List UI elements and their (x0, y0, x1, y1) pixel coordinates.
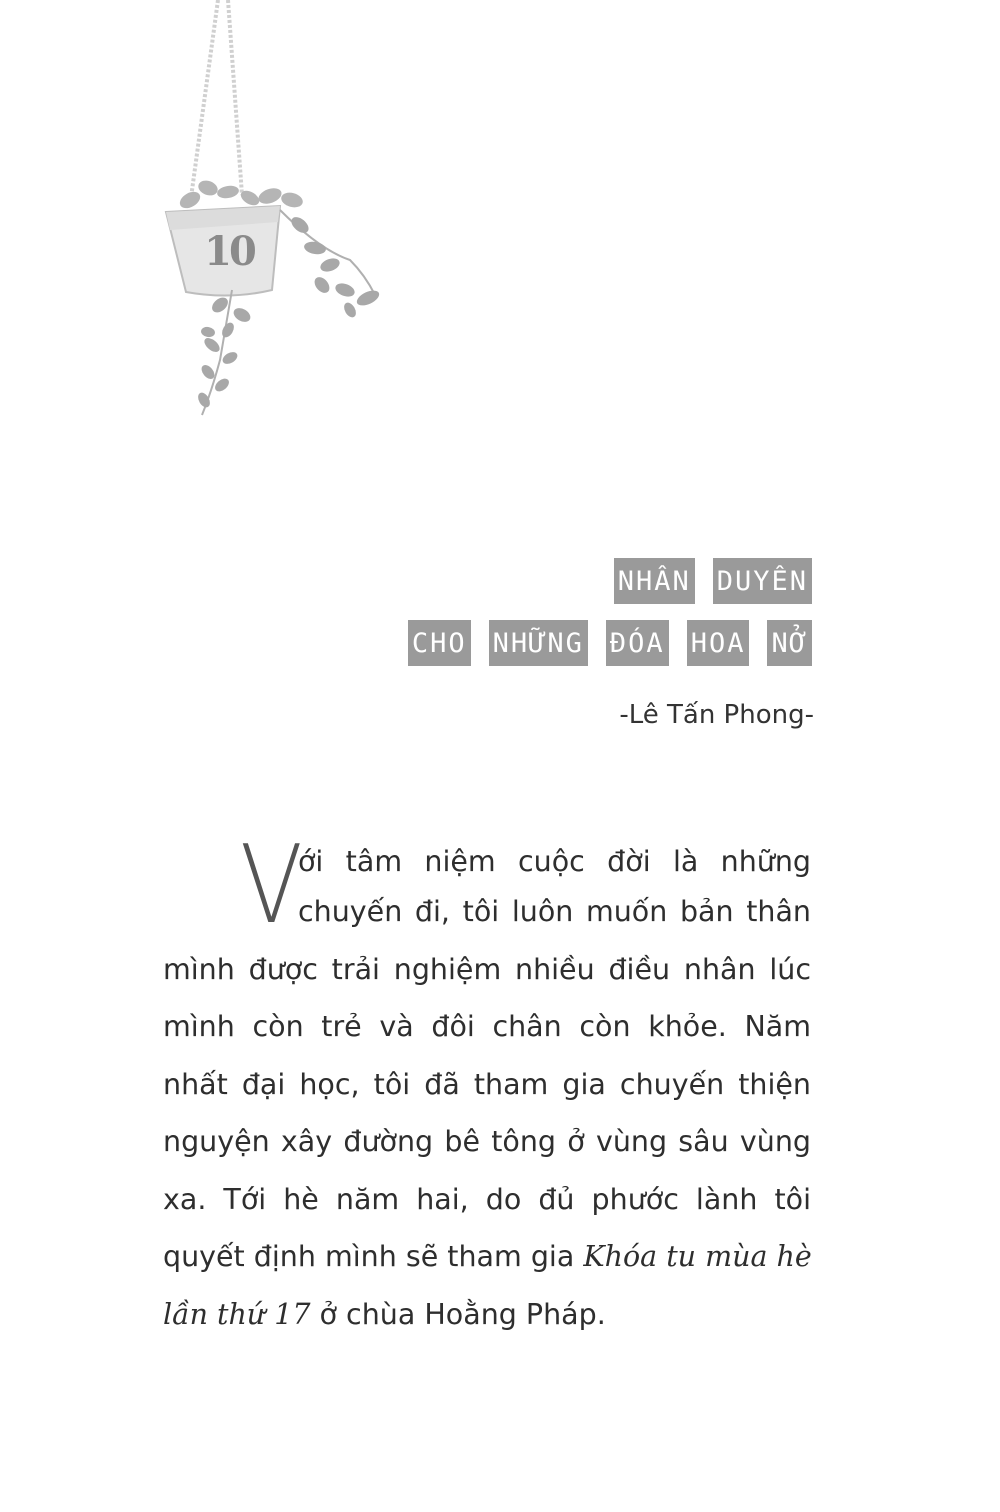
body-line-4: mình còn trẻ và đôi chân còn khỏe. Năm (163, 1010, 811, 1043)
body-line-9 (163, 1295, 811, 1335)
chapter-number: 10 (204, 228, 254, 275)
italic-title: Khóa tu mùa hè (583, 1240, 812, 1273)
body-line-7: xa. Tới hè năm hai, do đủ phước lành tôi (163, 1183, 811, 1216)
chapter-title-line-1 (614, 558, 812, 604)
body-text: ở chùa Hoằng Pháp. (310, 1298, 606, 1331)
body-line-5: nhất đại học, tôi đã tham gia chuyến thiện (163, 1068, 811, 1101)
title-word: HOA (687, 620, 750, 666)
chapter-title-line-2 (408, 620, 812, 666)
hanging-plant-pot-icon (150, 0, 390, 430)
title-word: CHO (408, 620, 471, 666)
author-name: -Lê Tấn Phong- (619, 700, 814, 730)
body-line-2: chuyến đi, tôi luôn muốn bản thân (298, 895, 811, 928)
italic-title: lần thứ 17 (163, 1298, 311, 1331)
body-text: quyết định mình sẽ tham gia (163, 1240, 584, 1273)
drop-cap: V (240, 823, 303, 948)
title-word: DUYÊN (713, 558, 812, 604)
body-line-3: mình được trải nghiệm nhiều điều nhân lúc (163, 953, 811, 986)
body-line-1: ới tâm niệm cuộc đời là những (298, 845, 811, 878)
title-word: ĐÓA (606, 620, 669, 666)
body-line-8 (163, 1237, 811, 1277)
title-word: NỞ (767, 620, 812, 666)
title-word: NHỮNG (489, 620, 588, 666)
title-word: NHÂN (614, 558, 695, 604)
body-line-6: nguyện xây đường bê tông ở vùng sâu vùng (163, 1125, 811, 1158)
